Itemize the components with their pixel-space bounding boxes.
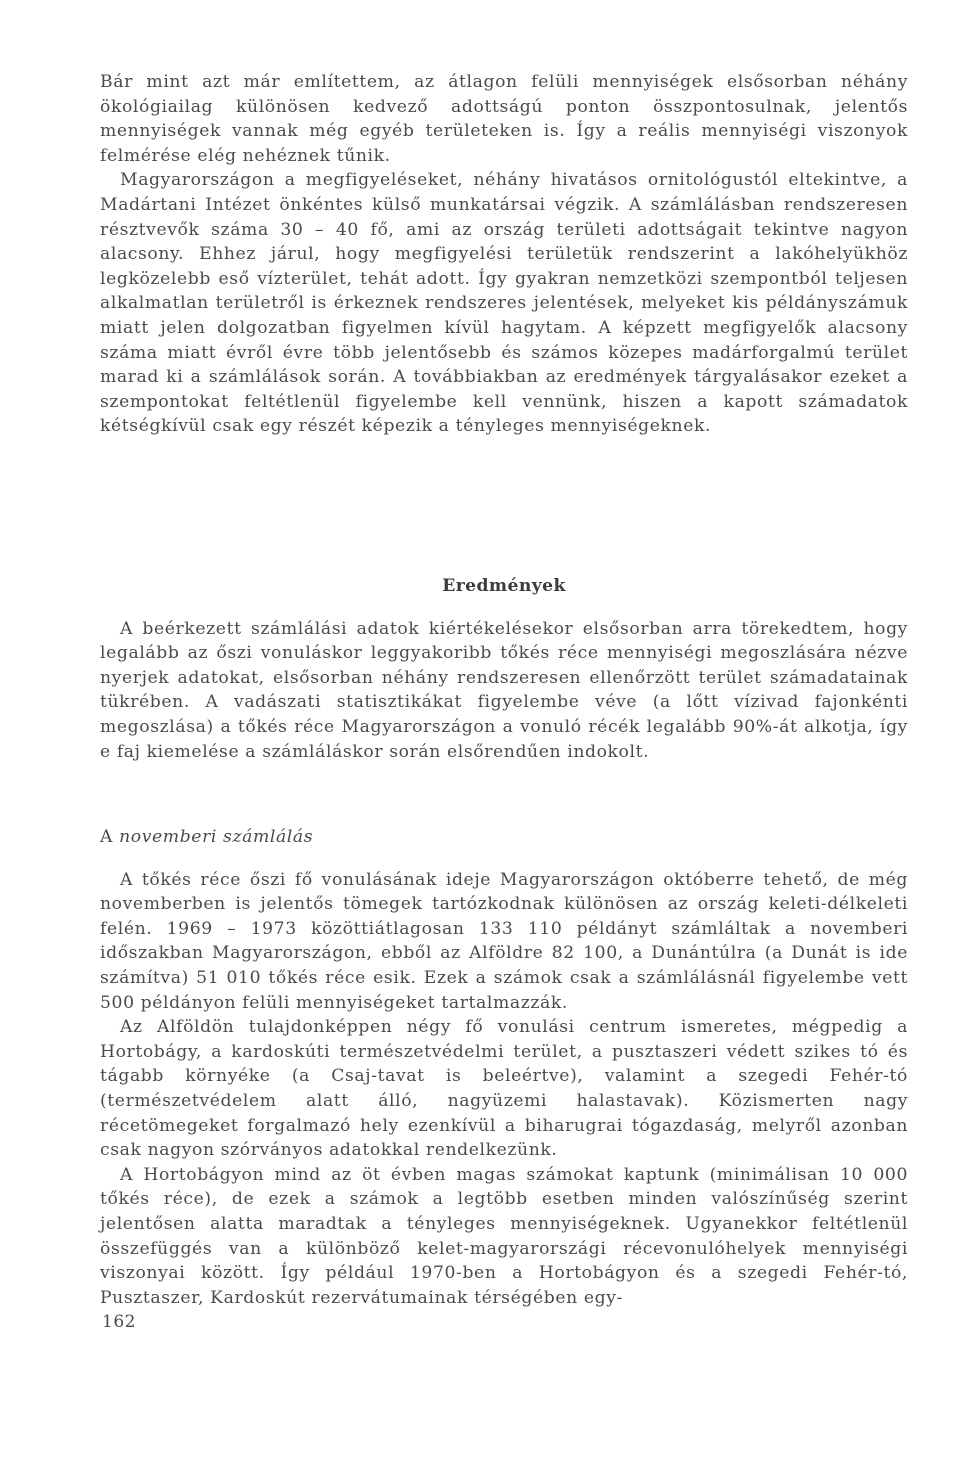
results-section: [100, 560, 908, 764]
november-section: [100, 825, 908, 1310]
results-paragraph-1: A beérkezett számlálási adatok kiértékelésekor elsősorban arra törekedtem, hogy legalább az őszi vonuláskor leggyakoribb tőkés réce mennyiségi megoszlására nézve nyerjek adatokat, elsősorban néhány rendszeresen ellenőrzött terület számadatainak tükrében. A vadászati statisztikákat figyelembe véve (a lőtt vízivad fajonkénti megoszlása) a tőkés réce Magyarországon a vonuló récék legalább 90%-át alkotja, így e faj kiemelése a számláláskor során elsőrendűen indokolt.: [100, 618, 908, 762]
november-heading-italic: novemberi számlálás: [119, 827, 314, 847]
intro-section: [100, 70, 908, 439]
page-number: 162: [102, 1312, 136, 1332]
november-heading-prefix: A: [100, 827, 114, 847]
intro-paragraph-2: Magyarországon a megfigyeléseket, néhány hivatásos ornitológustól eltekintve, a Madártani Intézet önkéntes külső munkatársai végzik. A számlálásban rendszeresen résztvevők száma 30 – 40 fő, ami az ország területi adottságait tekintve nagyon alacsony. Ehhez járul, hogy megfigyelési területük rendszerint a lakóhelyükhöz legközelebb eső vízterület, tehát adott. Így gyakran nemzetközi szempontból teljesen alkalmatlan területről is érkeznek rendszeres jelentések, melyeket kis példányszámuk miatt jelen dolgozatban figyelmen kívül hagytam. A képzett megfigyelők alacsony száma miatt évről évre több jelentősebb és számos közepes madárforgalmú terület marad ki a számlálások során. A továbbiakban az eredmények tárgyalásakor ezeket a szempontokat feltétlenül figyelembe kell vennünk, hiszen a kapott számadatok kétségkívül csak egy részét képezik a tényleges mennyiségeknek.: [100, 170, 908, 437]
november-heading: [100, 825, 908, 850]
intro-paragraph-1: Bár mint azt már említettem, az átlagon felüli mennyiségek elsősorban néhány ökológiailag különösen kedvező adottságú ponton összpontosulnak, jelentős mennyiségek vannak még egyéb területeken is. Így a reális mennyiségi viszonyok felmérése elég nehéznek tűnik.: [100, 72, 908, 166]
results-heading: Eredmények: [442, 576, 566, 596]
november-paragraph-2: Az Alföldön tulajdonképpen négy fő vonulási centrum ismeretes, mégpedig a Hortobágy, a kardoskúti természetvédelmi terület, a pusztaszeri védett szikes tó és tágabb környéke (a Csaj-tavat is beleértve), valamint a szegedi Fehér-tó (természetvédelem alatt álló, nagyüzemi halastavak). Közismerten nagy récetömegeket forgalmazó hely ezenkívül a biharugrai tógazdaság, melyről azonban csak nagyon szórványos adatokkal rendelkezünk.: [100, 1017, 908, 1161]
november-paragraph-1: A tőkés réce őszi fő vonulásának ideje Magyarországon októberre tehető, de még novemberben is jelentős tömegek tartózkodnak különösen az ország keleti-délkeleti felén. 1969 – 1973 közöttiátlagosan 133 110 példányt számláltak a novemberi időszakban Magyarországon, ebből az Alföldre 82 100, a Dunántúlra (a Dunát is ide számítva) 51 010 tőkés réce esik. Ezek a számok csak a számlálásnál figyelembe vett 500 példányon felüli mennyiségeket tartalmazzák.: [100, 869, 908, 1013]
november-paragraph-3: A Hortobágyon mind az öt évben magas számokat kaptunk (minimálisan 10 000 tőkés réce), de ezek a számok a legtöbb esetben minden valószínűség szerint jelentősen alatta maradtak a tényleges mennyiségeknek. Ugyanekkor feltétlenül összefüggés van a különböző kelet-magyarországi récevonulóhelyek mennyiségi viszonyai között. Így például 1970-ben a Hortobágyon és a szegedi Fehér-tó, Pusztaszer, Kardoskút rezervátumainak térségében egy-: [100, 1164, 908, 1308]
